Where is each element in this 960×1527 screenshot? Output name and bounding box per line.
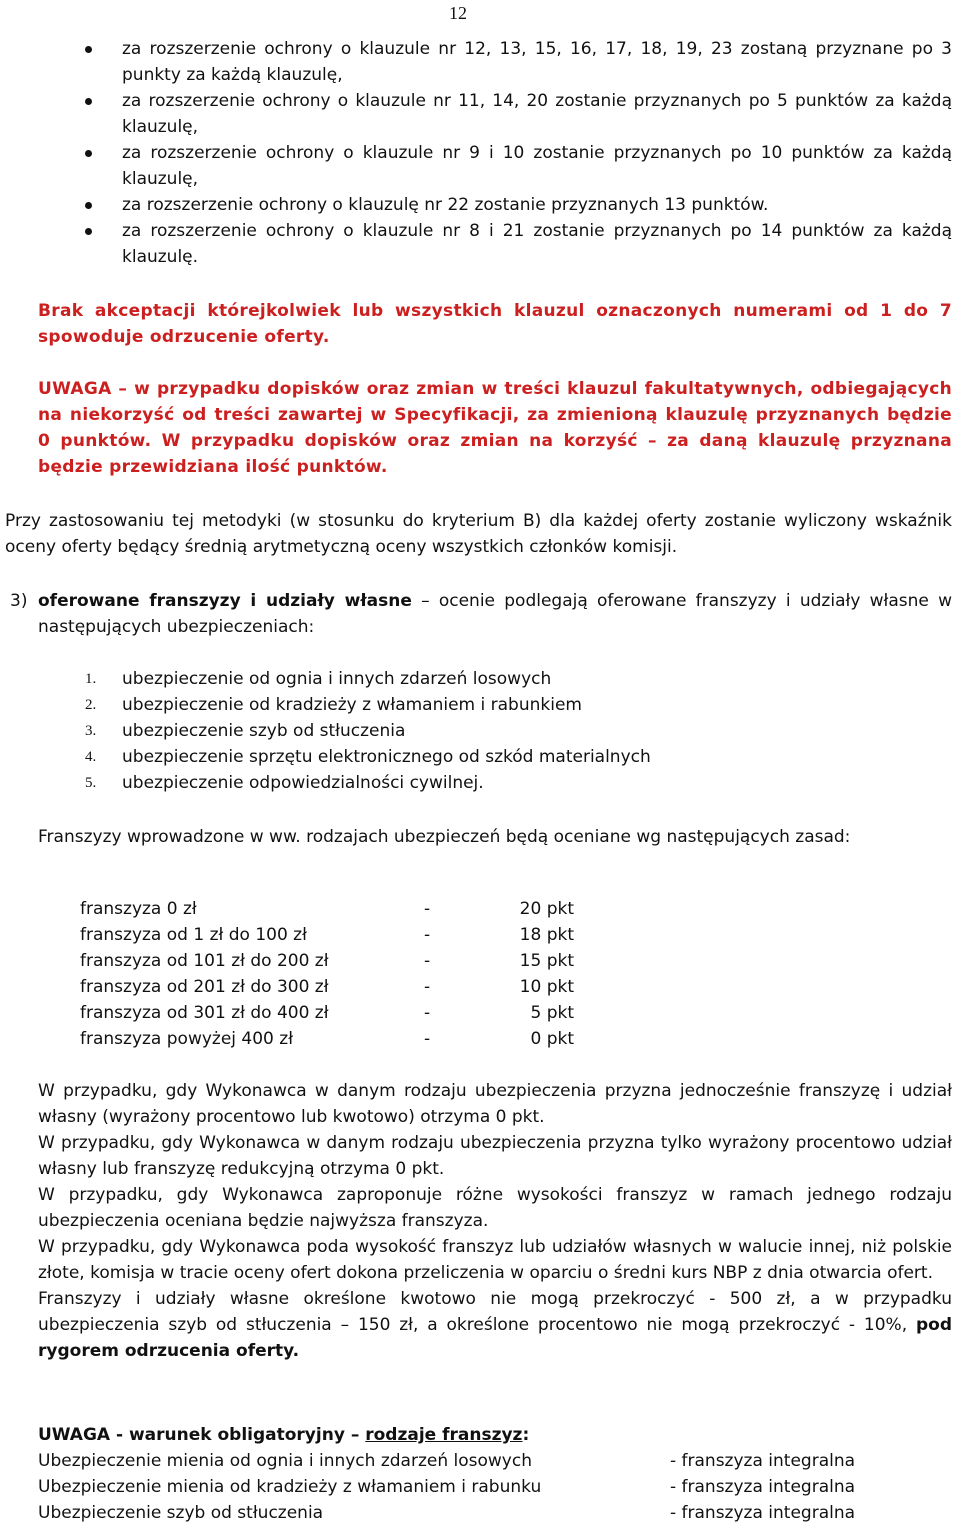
franchise-range: franszyza od 101 zł do 200 zł [80, 951, 329, 971]
list-item [0, 192, 960, 218]
list-item [0, 718, 960, 744]
list-item [0, 666, 960, 692]
obligatory-heading [38, 1422, 952, 1448]
list-item [0, 36, 960, 88]
table-row [0, 1000, 960, 1026]
franchise-range: franszyza od 201 zł do 300 zł [80, 977, 329, 997]
bullet-text: za rozszerzenie ochrony o klauzule nr 9 i 10 zostanie przyznanych po 10 punktów za każdą klauzulę, [122, 143, 952, 189]
limit-bold-text: pod rygorem odrzucenia oferty. [38, 1315, 952, 1361]
franchise-points: 15 pkt [519, 951, 574, 971]
table-row [0, 974, 960, 1000]
page-number: 12 [449, 3, 467, 23]
bullet-text: za rozszerzenie ochrony o klauzule nr 11, 14, 20 zostanie przyznanych po 5 punktów za każdą klauzulę, [122, 91, 952, 137]
obligatory-franchise-section [38, 1422, 952, 1526]
list-item [0, 88, 960, 140]
dash-separator: - [424, 977, 431, 997]
item-text: ubezpieczenie szyb od stłuczenia [122, 721, 406, 741]
modification-warning: UWAGA – w przypadku dopisków oraz zmian w treści klauzul fakultatywnych, odbiegających na niekorzyść od treści zawartej w Specyfikacji, za zmienioną klauzulę przyznanych będzie 0 punktów. W przypadku dopisków oraz zmian na korzyść – za daną klauzulę przyznana będzie przewidziana ilość punktów. [38, 379, 952, 477]
list-item [0, 692, 960, 718]
section-number: 3) [10, 591, 28, 611]
item-number: 4. [85, 749, 97, 765]
bullet-icon [85, 202, 92, 209]
item-number: 3. [85, 723, 97, 739]
insurance-name: Ubezpieczenie mienia od ognia i innych zdarzeń losowych [38, 1451, 532, 1471]
franchise-points-table [0, 896, 960, 1052]
rule-paragraph: W przypadku, gdy Wykonawca w danym rodzaju ubezpieczenia przyzna tylko wyrażony procentowo udział własny lub franszyzę redukcyjną otrzyma 0 pkt. [38, 1133, 952, 1179]
table-row [0, 1026, 960, 1052]
bullet-text: za rozszerzenie ochrony o klauzule nr 8 i 21 zostanie przyznanych po 14 punktów za każdą klauzulę. [122, 221, 952, 267]
insurance-type-list [0, 666, 960, 796]
franchise-type: - franszyza integralna [670, 1451, 856, 1471]
bullet-icon [85, 150, 92, 157]
item-text: ubezpieczenie od kradzieży z włamaniem i rabunkiem [122, 695, 582, 715]
list-item [0, 770, 960, 796]
franchise-type: - franszyza integralna [670, 1503, 856, 1523]
limit-paragraph [38, 1286, 952, 1364]
table-row [0, 896, 960, 922]
franchise-range: franszyza od 301 zł do 400 zł [80, 1003, 329, 1023]
bullet-icon [85, 98, 92, 105]
rule-paragraph: W przypadku, gdy Wykonawca w danym rodzaju ubezpieczenia przyzna jednocześnie franszyzę i udział własny (wyrażony procentowo lub kwotowo) otrzyma 0 pkt. [38, 1081, 952, 1127]
rule-paragraph: W przypadku, gdy Wykonawca poda wysokość franszyz lub udziałów własnych w walucie innej, niż polskie złote, komisja w tracie oceny ofert dokona przeliczenia w oparciu o średni kurs NBP z dnia otwarcia ofert. [38, 1237, 952, 1283]
clause-bullet-list [0, 36, 960, 270]
item-text: ubezpieczenie sprzętu elektronicznego od szkód materialnych [122, 747, 651, 767]
bullet-icon [85, 228, 92, 235]
franchise-points: 20 pkt [519, 899, 574, 919]
table-row [38, 1500, 952, 1526]
methodology-paragraph: Przy zastosowaniu tej metodyki (w stosunku do kryterium B) dla każdej oferty zostanie wyliczony wskaźnik oceny oferty będący średnią arytmetyczną oceny wszystkich członków komisji. [5, 511, 952, 557]
franchise-range: franszyza od 1 zł do 100 zł [80, 925, 307, 945]
dash-separator: - [424, 1003, 431, 1023]
franchise-points: 5 pkt [530, 1003, 574, 1023]
rejection-warning: Brak akceptacji którejkolwiek lub wszystkich klauzul oznaczonych numerami od 1 do 7 spowoduje odrzucenie oferty. [38, 301, 952, 347]
item-number: 2. [85, 697, 97, 713]
heading-underlined: rodzaje franszyz [365, 1425, 523, 1445]
franchise-points: 0 pkt [530, 1029, 574, 1049]
heading-suffix: : [522, 1425, 530, 1445]
table-row [0, 922, 960, 948]
franchise-points: 10 pkt [519, 977, 574, 997]
item-text: ubezpieczenie odpowiedzialności cywilnej. [122, 773, 484, 793]
bullet-text: za rozszerzenie ochrony o klauzule nr 12, 13, 15, 16, 17, 18, 19, 23 zostaną przyznane po 3 punkty za każdą klauzulę, [122, 39, 952, 85]
heading-prefix: UWAGA - warunek obligatoryjny – [38, 1425, 366, 1445]
section-3 [0, 588, 960, 640]
item-number: 5. [85, 775, 97, 791]
item-text: ubezpieczenie od ognia i innych zdarzeń losowych [122, 669, 552, 689]
table-row [38, 1474, 952, 1500]
franchise-intro: Franszyzy wprowadzone w ww. rodzajach ubezpieczeń będą oceniane wg następujących zasad: [38, 827, 851, 847]
table-row [0, 948, 960, 974]
bullet-text: za rozszerzenie ochrony o klauzulę nr 22 zostanie przyznanych 13 punktów. [122, 195, 769, 215]
section-title: oferowane franszyzy i udziały własne [38, 591, 412, 611]
franchise-type: - franszyza integralna [670, 1477, 856, 1497]
item-number: 1. [85, 671, 97, 687]
list-item [0, 218, 960, 270]
franchise-range: franszyza powyżej 400 zł [80, 1029, 294, 1049]
table-row [38, 1448, 952, 1474]
bullet-icon [85, 46, 92, 53]
rules-paragraphs [38, 1078, 952, 1364]
dash-separator: - [424, 925, 431, 945]
rule-paragraph: W przypadku, gdy Wykonawca zaproponuje różne wysokości franszyz w ramach jednego rodzaju ubezpieczenia oceniana będzie najwyższa franszyza. [38, 1185, 952, 1231]
insurance-name: Ubezpieczenie mienia od kradzieży z włamaniem i rabunku [38, 1477, 542, 1497]
list-item [0, 744, 960, 770]
franchise-points: 18 pkt [519, 925, 574, 945]
dash-separator: - [424, 899, 431, 919]
insurance-name: Ubezpieczenie szyb od stłuczenia [38, 1503, 324, 1523]
franchise-range: franszyza 0 zł [80, 899, 197, 919]
limit-text: Franszyzy i udziały własne określone kwotowo nie mogą przekroczyć - 500 zł, a w przypadku ubezpieczenia szyb od stłuczenia – 150 zł, a określone procentowo nie mogą przekroczyć - 10%, [38, 1289, 952, 1335]
dash-separator: - [424, 1029, 431, 1049]
section-description: – ocenie podlegają oferowane franszyzy i udziały własne w następujących ubezpieczeniach: [38, 591, 953, 637]
dash-separator: - [424, 951, 431, 971]
list-item [0, 140, 960, 192]
